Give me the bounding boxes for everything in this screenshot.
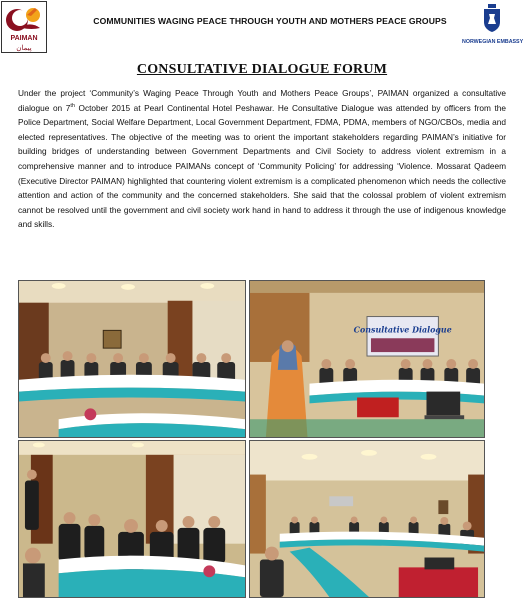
- body-paragraph: [18, 86, 506, 232]
- norwegian-embassy-label: NORWEGIAN EMBASSY: [462, 39, 524, 45]
- document-title: CONSULTATIVE DIALOGUE FORUM: [136, 62, 388, 77]
- date-superscript: th: [70, 102, 75, 109]
- paiman-logo-urdu: پیمان: [16, 45, 32, 52]
- photo-hall-overview: [249, 440, 485, 598]
- banner-consultative-dialogue: Consultative Dialogue: [353, 325, 452, 335]
- paiman-logo: [1, 1, 47, 53]
- paiman-logo-text: PAIMAN: [10, 35, 38, 42]
- norwegian-crest-icon: [482, 4, 502, 32]
- header-title: COMMUNITIES WAGING PEACE THROUGH YOUTH AND MOTHERS PEACE GROUPS: [93, 16, 447, 26]
- photo-participants-closeup: [18, 440, 246, 598]
- page-header: [0, 0, 524, 56]
- photo-speaker-at-podium: [249, 280, 485, 438]
- photo-meeting-room-wide: [18, 280, 246, 438]
- paiman-dove-icon: [2, 2, 48, 36]
- paragraph-part-2: October 2015 at Pearl Continental Hotel Peshawar. He Consultative Dialogue was attended by officers from the Police Department, Social Welfare Department, Local Government Department, FDMA, PDMA, members of NGO/CBOs, media and elected representatives. The objective of the meeting was to orient the important stakeholders regarding PAIMAN’s initiative for building bridges of understanding between Government Departments and Civil Society to address violent extremism in a comprehensive manner and to introduce PAIMANs concept of ‘Community Policing’ for addressing ‘Violence. Mossarat Qadeem (Executive Director PAIMAN) highlighted that countering violent extremism is a complicated phenomenon which needs the collective attention and action of the community and the concerned stakeholders. She said that the colossal problem of violent extremism cannot be resolved until the government and civil society work hand in hand to address it through the use of indigenous knowledge and skills.: [18, 102, 506, 230]
- paragraph-part-1: Under the project ‘Community’s Waging Peace Through Youth and Mothers Peace Groups’, PAIMAN organized a consultative dialogue on 7: [18, 88, 506, 113]
- norwegian-embassy-logo: [462, 4, 522, 48]
